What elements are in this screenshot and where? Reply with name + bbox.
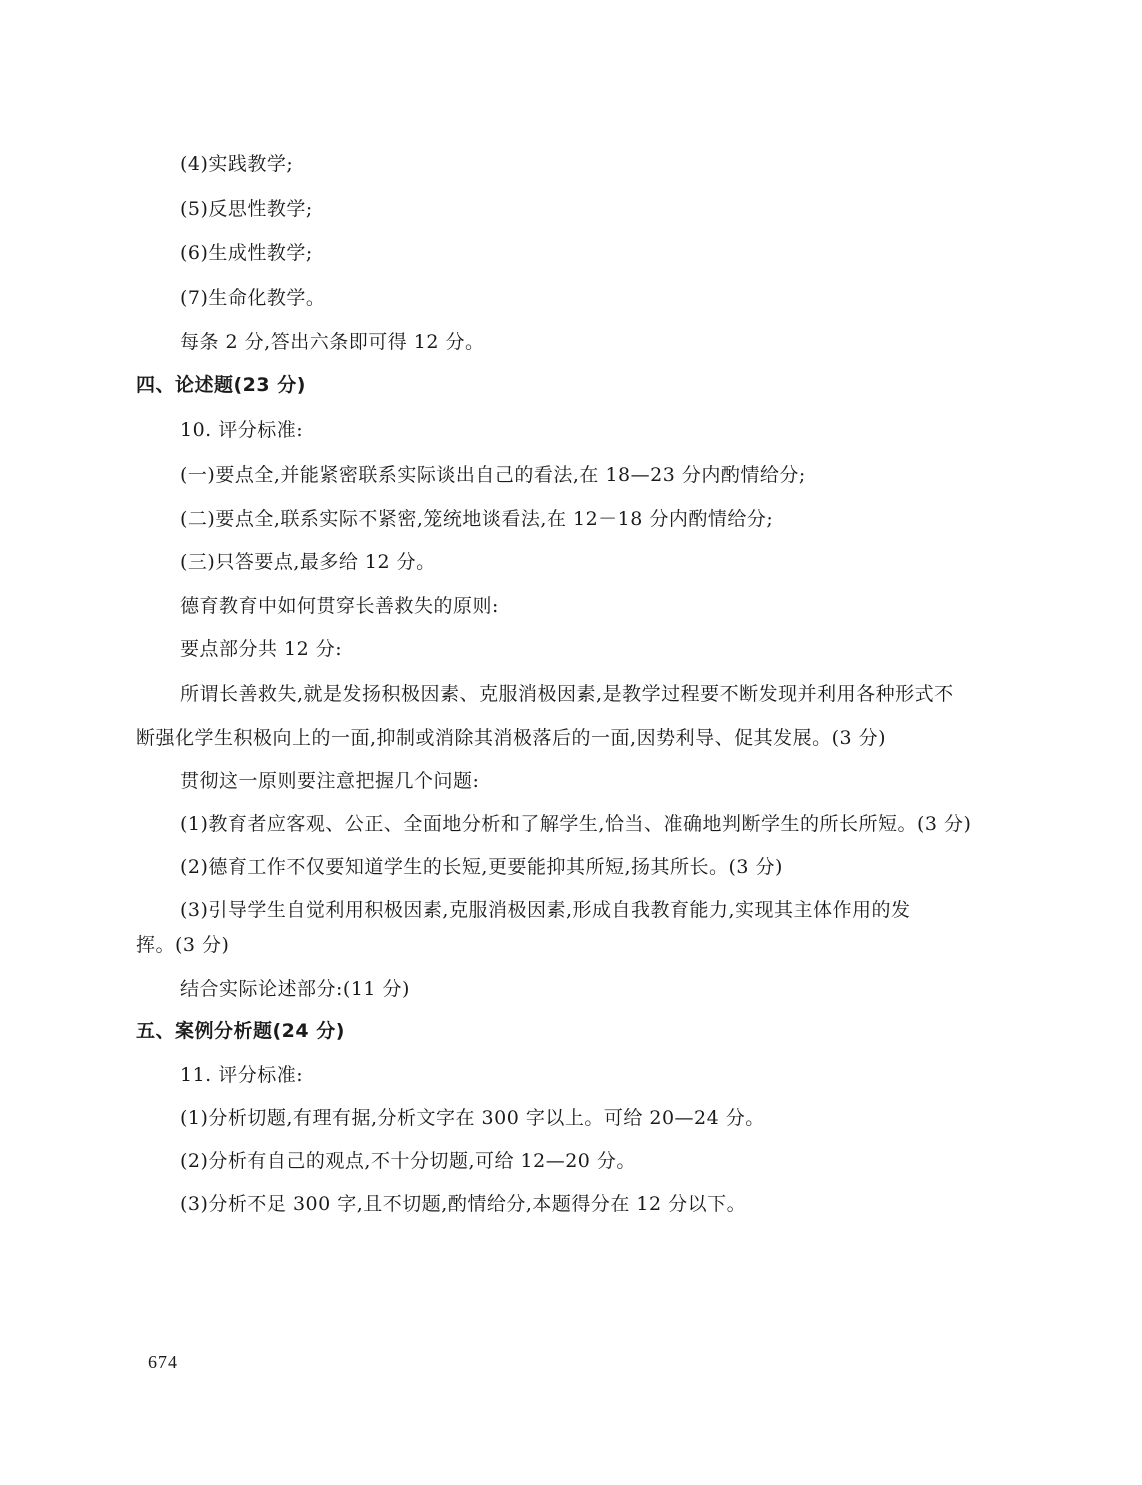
- list-item: (4)实践教学;: [180, 153, 294, 175]
- section-heading-4: 四、论述题(23 分): [136, 374, 306, 396]
- paragraph: 每条 2 分,答出六条即可得 12 分。: [180, 331, 485, 353]
- list-item: (3)引导学生自觉利用积极因素,克服消极因素,形成自我教育能力,实现其主体作用的发: [180, 899, 911, 921]
- paragraph: (三)只答要点,最多给 12 分。: [180, 551, 436, 573]
- list-item: (3)分析不足 300 字,且不切题,酌情给分,本题得分在 12 分以下。: [180, 1193, 747, 1215]
- paragraph: 结合实际论述部分:(11 分): [180, 978, 410, 1000]
- list-item: (2)分析有自己的观点,不十分切题,可给 12—20 分。: [180, 1150, 636, 1172]
- paragraph: 德育教育中如何贯穿长善救失的原则:: [180, 595, 499, 617]
- paragraph: 所谓长善救失,就是发扬积极因素、克服消极因素,是教学过程要不断发现并利用各种形式不: [180, 683, 954, 705]
- list-item: (2)德育工作不仅要知道学生的长短,更要能抑其所短,扬其所长。(3 分): [180, 856, 783, 878]
- paragraph: 11. 评分标准:: [180, 1064, 304, 1086]
- paragraph: 贯彻这一原则要注意把握几个问题:: [180, 770, 480, 792]
- list-item: (1)教育者应客观、公正、全面地分析和了解学生,恰当、准确地判断学生的所长所短。(3 分): [180, 813, 972, 835]
- paragraph-continuation: 断强化学生积极向上的一面,抑制或消除其消极落后的一面,因势利导、促其发展。(3 分): [136, 727, 887, 749]
- list-item: (1)分析切题,有理有据,分析文字在 300 字以上。可给 20—24 分。: [180, 1107, 765, 1129]
- paragraph-continuation: 挥。(3 分): [136, 934, 230, 956]
- list-item: (7)生命化教学。: [180, 287, 326, 309]
- paragraph: 10. 评分标准:: [180, 419, 304, 441]
- paragraph: (一)要点全,并能紧密联系实际谈出自己的看法,在 18—23 分内酌情给分;: [180, 464, 806, 486]
- list-item: (5)反思性教学;: [180, 198, 313, 220]
- section-heading-5: 五、案例分析题(24 分): [136, 1020, 345, 1042]
- list-item: (6)生成性教学;: [180, 242, 313, 264]
- paragraph: 要点部分共 12 分:: [180, 638, 343, 660]
- page-number: 674: [148, 1352, 178, 1372]
- paragraph: (二)要点全,联系实际不紧密,笼统地谈看法,在 12－18 分内酌情给分;: [180, 508, 774, 530]
